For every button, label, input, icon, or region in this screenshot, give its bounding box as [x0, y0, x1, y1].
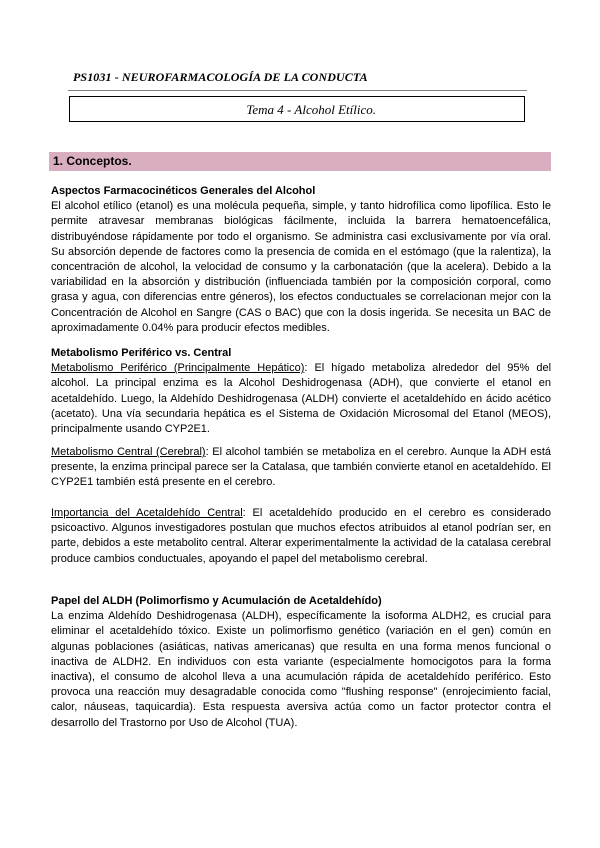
- farmacocineticos-heading: Aspectos Farmacocinéticos Generales del Alcohol: [51, 185, 316, 197]
- aldh-paragraph: La enzima Aldehído Deshidrogenasa (ALDH), específicamente la isoforma ALDH2, es crucial para eliminar el acetaldehído tóxico. Existe un polimorfismo genético (variación en el gen) común en algunas poblaciones (asiáticas, nativas americanas) que resulta en una forma menos funcional o inactiva de ALDH2. En individuos con esta variante (especialmente homocigotos para la forma inactiva), el consumo de alcohol lleva a una acumulación rápida de acetaldehído periférico. Esto provoca una reacción muy desagradable conocida como "flushing response" (enrojecimiento facial, calor, náuseas, taquicardia). Esta respuesta aversiva actúa como un factor protector contra el desarrollo del Trastorno por Uso de Alcohol (TUA).: [51, 610, 551, 729]
- topic-title: Tema 4 - Alcohol Etílico.: [246, 102, 376, 117]
- aldh-block: [51, 594, 551, 731]
- section-title: 1. Conceptos.: [53, 154, 132, 168]
- periferico-text: : El hígado metaboliza alrededor del 95% del alcohol. La principal enzima es la Alcohol Deshidrogenasa (ADH), que convierte el etanol en acetaldehído. Luego, la Aldehído Deshidrogenasa (ALDH) convierte el acetaldehído en ácido acético (acetato). Una vía secundaria hepática es el Sistema de Oxidación Microsomal del Etanol (MEOS), principalmente usando CYP2E1.: [51, 362, 552, 436]
- course-header: PS1031 - NEUROFARMACOLOGÍA DE LA CONDUCTA: [73, 70, 368, 84]
- periferico-term: Metabolismo Periférico (Principalmente Hepático): [51, 362, 305, 375]
- aldh-heading: Papel del ALDH (Polimorfismo y Acumulación de Acetaldehído): [51, 595, 382, 607]
- metabolismo-heading: Metabolismo Periférico vs. Central: [51, 347, 232, 359]
- central-block: [51, 445, 551, 491]
- importancia-text: : El acetaldehído producido en el cerebro es considerado psicoactivo. Algunos investigadores postulan que muchos efectos atribuidos al etanol podrían ser, en parte, debidos a este metabolito central. Alterar experimentalmente la actividad de la catalasa cerebral produce cambios conductuales, apoyando el papel del metabolismo cerebral.: [51, 507, 551, 565]
- central-text: : El alcohol también se metaboliza en el cerebro. Aunque la ADH está presente, la enzima principal parece ser la Catalasa, que también convierte etanol en acetaldehído. El CYP2E1 también está presente en el cerebro.: [51, 446, 551, 489]
- farmacocineticos-block: [51, 184, 551, 336]
- central-term: Metabolismo Central (Cerebral): [51, 446, 206, 458]
- importancia-block: [51, 506, 551, 567]
- farmacocineticos-paragraph: El alcohol etílico (etanol) es una molécula pequeña, simple, y tanto hidrofílica como lipofílica. Esto le permite atravesar membranas biológicas fácilmente, incluida la barrera hematoencefálica, distribuyéndose rápidamente por todo el organismo. Se administra casi exclusivamente por vía oral. Su absorción depende de factores como la presencia de comida en el estómago (que la ralentiza), la concentración de alcohol, la velocidad de consumo y la carbonatación (que la acelera). Debido a la variabilidad en la absorción y distribución (influenciada también por la composición corporal, como grasa y agua, con diferencias entre géneros), los efectos conductuales se correlacionan mejor con la Concentración de Alcohol en Sangre (CAS o BAC) que con la dosis ingerida. Se necesita un BAC de aproximadamente 0.04% para producir efectos medibles.: [51, 200, 551, 334]
- header-rule: [68, 90, 527, 91]
- metabolismo-block: [51, 346, 551, 437]
- importancia-paragraph: [51, 506, 551, 567]
- section-bar: [49, 152, 551, 171]
- periferico-paragraph: [51, 361, 551, 437]
- importancia-term: Importancia del Acetaldehído Central: [51, 507, 243, 519]
- central-paragraph: [51, 445, 551, 491]
- topic-box: [69, 96, 525, 122]
